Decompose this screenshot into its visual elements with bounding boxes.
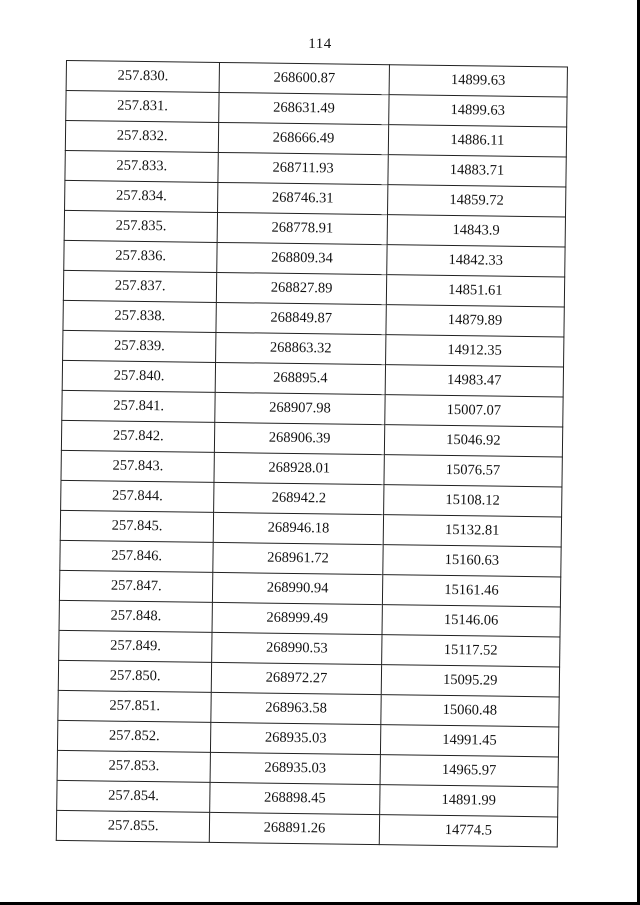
point-number-cell: 257.837. [63, 270, 217, 302]
x-coordinate-cell: 268946.18 [214, 512, 384, 544]
point-number-cell: 257.848. [59, 600, 213, 632]
point-number-cell: 257.850. [58, 660, 212, 692]
y-coordinate-cell: 15095.29 [381, 665, 560, 697]
x-coordinate-cell: 268999.49 [212, 602, 382, 634]
point-number-cell: 257.841. [62, 390, 216, 422]
x-coordinate-cell: 268928.01 [214, 452, 384, 484]
x-coordinate-cell: 268990.53 [212, 632, 382, 664]
point-number-cell: 257.842. [61, 420, 215, 452]
x-coordinate-cell: 268961.72 [213, 542, 383, 574]
point-number-cell: 257.840. [62, 360, 216, 392]
coordinates-table [56, 60, 568, 848]
y-coordinate-cell: 15060.48 [381, 695, 560, 727]
point-number-cell: 257.835. [64, 210, 218, 242]
point-number-cell: 257.844. [61, 480, 215, 512]
x-coordinate-cell: 268863.32 [216, 332, 386, 364]
y-coordinate-cell: 15117.52 [381, 635, 560, 667]
y-coordinate-cell: 14879.89 [386, 305, 565, 337]
y-coordinate-cell: 14983.47 [385, 365, 564, 397]
x-coordinate-cell: 268711.93 [218, 152, 388, 184]
point-number-cell: 257.833. [65, 150, 219, 182]
y-coordinate-cell: 14899.63 [389, 65, 568, 97]
y-coordinate-cell: 14883.71 [388, 155, 567, 187]
table-body [56, 60, 567, 846]
x-coordinate-cell: 268746.31 [218, 182, 388, 214]
x-coordinate-cell: 268827.89 [217, 272, 387, 304]
x-coordinate-cell: 268666.49 [219, 122, 389, 154]
x-coordinate-cell: 268942.2 [214, 482, 384, 514]
y-coordinate-cell: 15146.06 [382, 605, 561, 637]
point-number-cell: 257.849. [59, 630, 213, 662]
point-number-cell: 257.838. [63, 300, 217, 332]
x-coordinate-cell: 268809.34 [217, 242, 387, 274]
point-number-cell: 257.852. [57, 720, 211, 752]
y-coordinate-cell: 15132.81 [383, 515, 562, 547]
x-coordinate-cell: 268895.4 [216, 362, 386, 394]
y-coordinate-cell: 15076.57 [384, 455, 563, 487]
x-coordinate-cell: 268907.98 [215, 392, 385, 424]
x-coordinate-cell: 268898.45 [210, 782, 380, 814]
y-coordinate-cell: 14851.61 [386, 275, 565, 307]
x-coordinate-cell: 268778.91 [217, 212, 387, 244]
y-coordinate-cell: 14899.63 [388, 95, 567, 127]
x-coordinate-cell: 268600.87 [219, 62, 389, 94]
y-coordinate-cell: 14774.5 [379, 815, 558, 847]
x-coordinate-cell: 268906.39 [215, 422, 385, 454]
y-coordinate-cell: 14965.97 [380, 755, 559, 787]
y-coordinate-cell: 15108.12 [383, 485, 562, 517]
x-coordinate-cell: 268990.94 [213, 572, 383, 604]
point-number-cell: 257.832. [65, 120, 219, 152]
y-coordinate-cell: 15007.07 [384, 395, 563, 427]
point-number-cell: 257.846. [60, 540, 214, 572]
y-coordinate-cell: 14891.99 [379, 785, 558, 817]
x-coordinate-cell: 268935.03 [210, 752, 380, 784]
point-number-cell: 257.830. [66, 60, 220, 92]
point-number-cell: 257.843. [61, 450, 215, 482]
point-number-cell: 257.834. [65, 180, 219, 212]
point-number-cell: 257.855. [56, 810, 210, 842]
y-coordinate-cell: 14991.45 [380, 725, 559, 757]
point-number-cell: 257.854. [57, 780, 211, 812]
x-coordinate-cell: 268935.03 [211, 722, 381, 754]
table-row [56, 810, 557, 847]
x-coordinate-cell: 268963.58 [211, 692, 381, 724]
point-number-cell: 257.839. [63, 330, 217, 362]
y-coordinate-cell: 14912.35 [385, 335, 564, 367]
point-number-cell: 257.845. [60, 510, 214, 542]
point-number-cell: 257.847. [59, 570, 213, 602]
y-coordinate-cell: 14842.33 [386, 245, 565, 277]
y-coordinate-cell: 14886.11 [388, 125, 567, 157]
point-number-cell: 257.831. [66, 90, 220, 122]
x-coordinate-cell: 268849.87 [216, 302, 386, 334]
x-coordinate-cell: 268891.26 [210, 812, 380, 844]
point-number-cell: 257.836. [64, 240, 218, 272]
table-container [0, 59, 640, 867]
point-number-cell: 257.853. [57, 750, 211, 782]
y-coordinate-cell: 15046.92 [384, 425, 563, 457]
page-number: 114 [308, 36, 332, 52]
y-coordinate-cell: 14859.72 [387, 185, 566, 217]
x-coordinate-cell: 268631.49 [219, 92, 389, 124]
x-coordinate-cell: 268972.27 [212, 662, 382, 694]
y-coordinate-cell: 15161.46 [382, 575, 561, 607]
y-coordinate-cell: 15160.63 [383, 545, 562, 577]
y-coordinate-cell: 14843.9 [387, 215, 566, 247]
point-number-cell: 257.851. [58, 690, 212, 722]
